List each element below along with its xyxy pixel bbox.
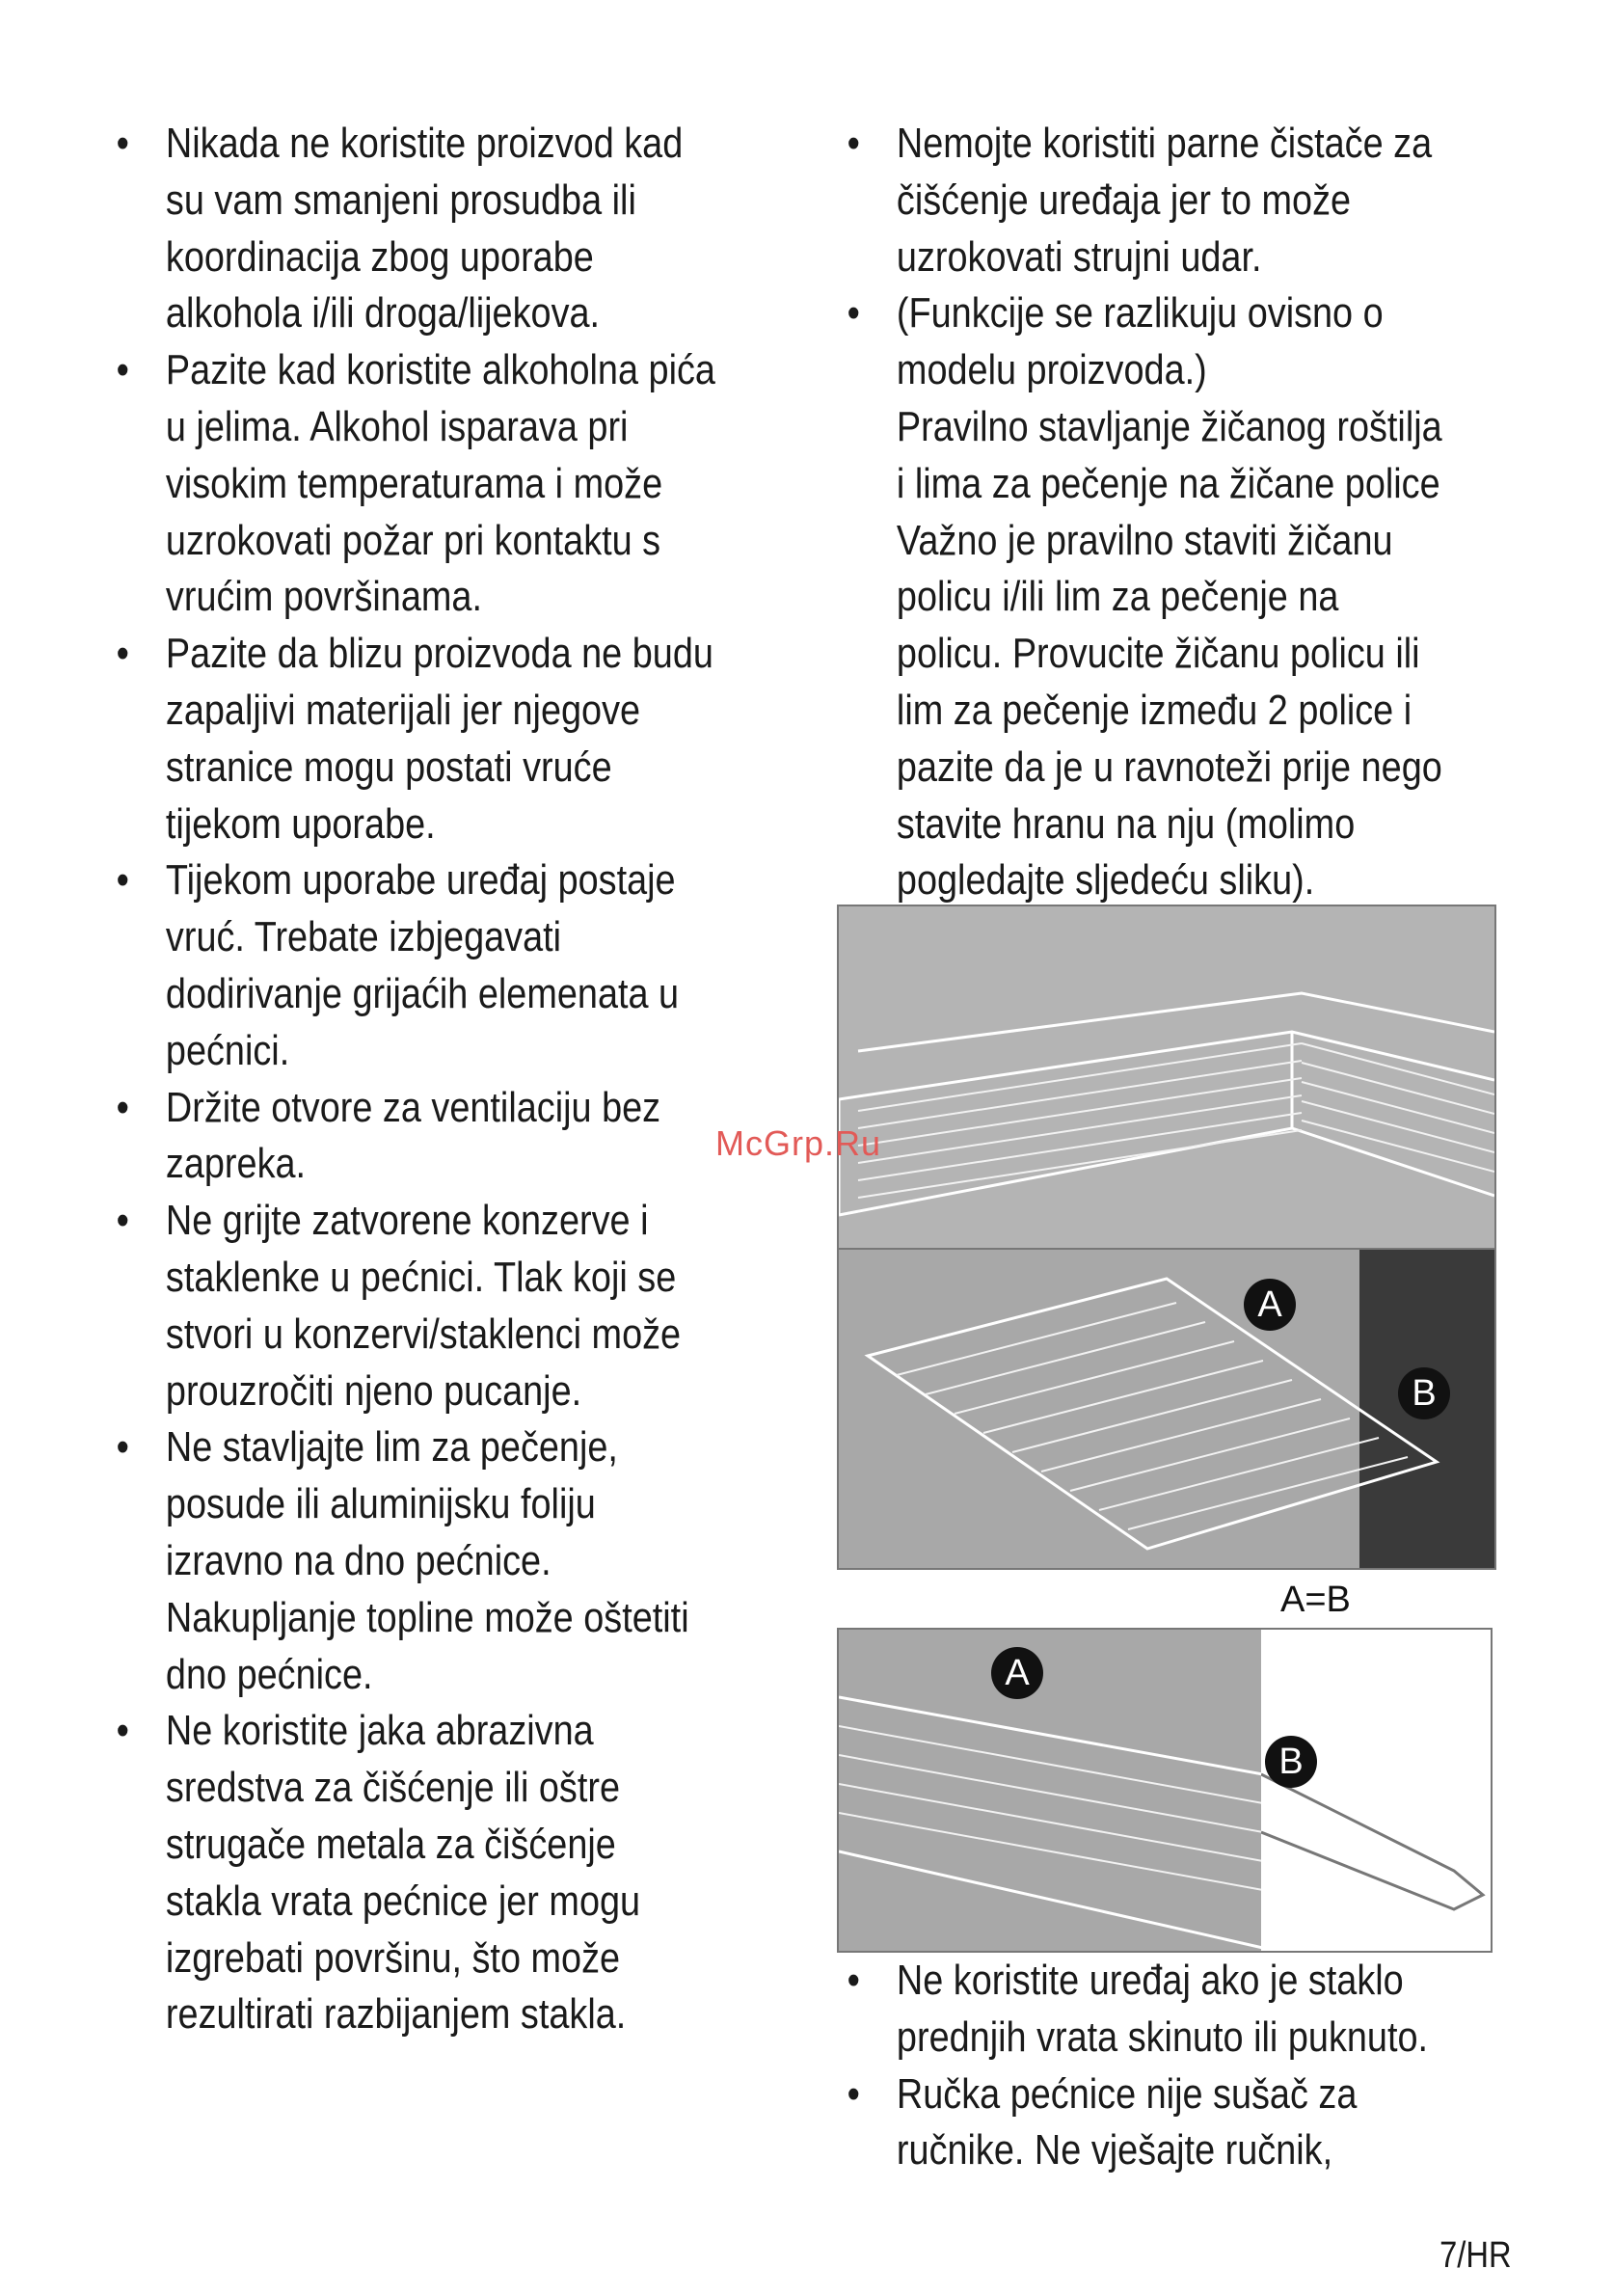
list-item-text: Pazite da blizu proizvoda ne budu zapaljivi materijali jer njegove stranice mogu postati vruće tijekom uporabe.: [165, 630, 713, 848]
list-item: [106, 342, 858, 626]
list-item: [106, 852, 858, 1079]
list-item: [106, 626, 858, 852]
wire-rack-illustration: [1261, 1630, 1491, 1951]
figure-panel-bottom: [837, 1628, 1265, 1953]
wire-rack-illustration: [839, 906, 1494, 1250]
list-item: [106, 1193, 858, 1419]
bullet-icon: •: [847, 2069, 860, 2118]
list-item-text: Držite otvore za ventilaciju bez zapreka.: [165, 1083, 661, 1188]
list-item: [837, 2066, 1570, 2180]
figure-panel-top: [837, 905, 1496, 1252]
bullet-icon: •: [116, 630, 129, 678]
callout-a: A: [991, 1647, 1043, 1699]
safety-list-right-top: [837, 116, 1512, 909]
wire-rack-illustration: [839, 1250, 1494, 1568]
list-item-text: Nemojte koristiti parne čistače za čišćenje uređaja jer to može uzrokovati strujni udar.: [896, 120, 1433, 281]
bullet-icon: •: [116, 346, 129, 394]
list-item-text: (Funkcije se razlikuju ovisno o modelu proizvoda.) Pravilno stavljanje žičanog roštilja i lima za pečenje na žičane police Važno je pravilno staviti žičanu policu i/ili lim za pečenje na policu. Provucite žičanu policu ili lim za pečenje između 2 police i pazite da je u ravnoteži prije nego stavite hranu na nju (molimo pogledajte sljedeću sliku).: [896, 289, 1442, 905]
list-item-text: Nikada ne koristite proizvod kad su vam smanjeni prosudba ili koordinacija zbog uporabe alkohola i/ili droga/lijekova.: [165, 120, 684, 338]
left-column: [106, 116, 800, 2043]
list-item: [837, 285, 1570, 909]
list-item-text: Ne koristite jaka abrazivna sredstva za čišćenje ili oštre strugače metala za čišćenje stakla vrata pećnice jer mogu izgrebati površinu, što može rezultirati razbijanjem stakla.: [165, 1707, 641, 2039]
right-column-top: [837, 116, 1512, 909]
list-item-text: Ne koristite uređaj ako je staklo prednjih vrata skinuto ili puknuto.: [896, 1957, 1429, 2061]
list-item: [106, 116, 858, 342]
page-number: 7/HR: [1439, 2235, 1512, 2276]
bullet-icon: •: [847, 1957, 860, 2004]
list-item-text: Ne grijte zatvorene konzerve i staklenke u pećnici. Tlak koji se stvori u konzervi/staklenci može prouzročiti njeno pucanje.: [165, 1197, 682, 1415]
list-item-text: Ne stavljajte lim za pečenje, posude ili aluminijsku foliju izravno na dno pećnice. Nakupljanje topline može oštetiti dno pećnice.: [165, 1423, 689, 1698]
bullet-icon: •: [847, 120, 860, 167]
list-item: [106, 1419, 858, 1703]
list-item-text: Tijekom uporabe uređaj postaje vruć. Trebate izbjegavati dodirivanje grijaćih elemenata u pećnici.: [165, 856, 680, 1074]
bullet-icon: •: [116, 120, 129, 167]
list-item: [837, 1953, 1570, 2066]
right-column-bottom: [837, 1953, 1512, 2179]
list-item: [837, 116, 1570, 285]
bullet-icon: •: [116, 1197, 129, 1245]
figure-panel-bottom-right: [1261, 1628, 1493, 1953]
figure-panel-middle: [837, 1248, 1496, 1570]
wire-rack-illustration: [839, 1630, 1263, 1951]
list-item: [106, 1703, 858, 2043]
callout-b: B: [1398, 1367, 1450, 1419]
safety-list-left: [106, 116, 800, 2043]
callout-b: B: [1265, 1736, 1317, 1788]
list-item-text: Ručka pećnice nije sušač za ručnike. Ne vješajte ručnik,: [896, 2069, 1358, 2174]
label-a-equals-b: A=B: [1280, 1580, 1351, 1620]
callout-a: A: [1244, 1279, 1296, 1331]
bullet-icon: •: [116, 856, 129, 905]
watermark: McGrp.Ru: [715, 1123, 882, 1163]
list-item-text: Pazite kad koristite alkoholna pića u jelima. Alkohol isparava pri visokim temperaturama i može uzrokovati požar pri kontaktu s vrućim površinama.: [165, 346, 715, 621]
bullet-icon: •: [116, 1083, 129, 1131]
bullet-icon: •: [116, 1423, 129, 1472]
wire-shelf-figure: [837, 905, 1493, 1951]
bullet-icon: •: [116, 1707, 129, 1755]
safety-list-right-bottom: [837, 1953, 1512, 2179]
bullet-icon: •: [847, 289, 860, 338]
